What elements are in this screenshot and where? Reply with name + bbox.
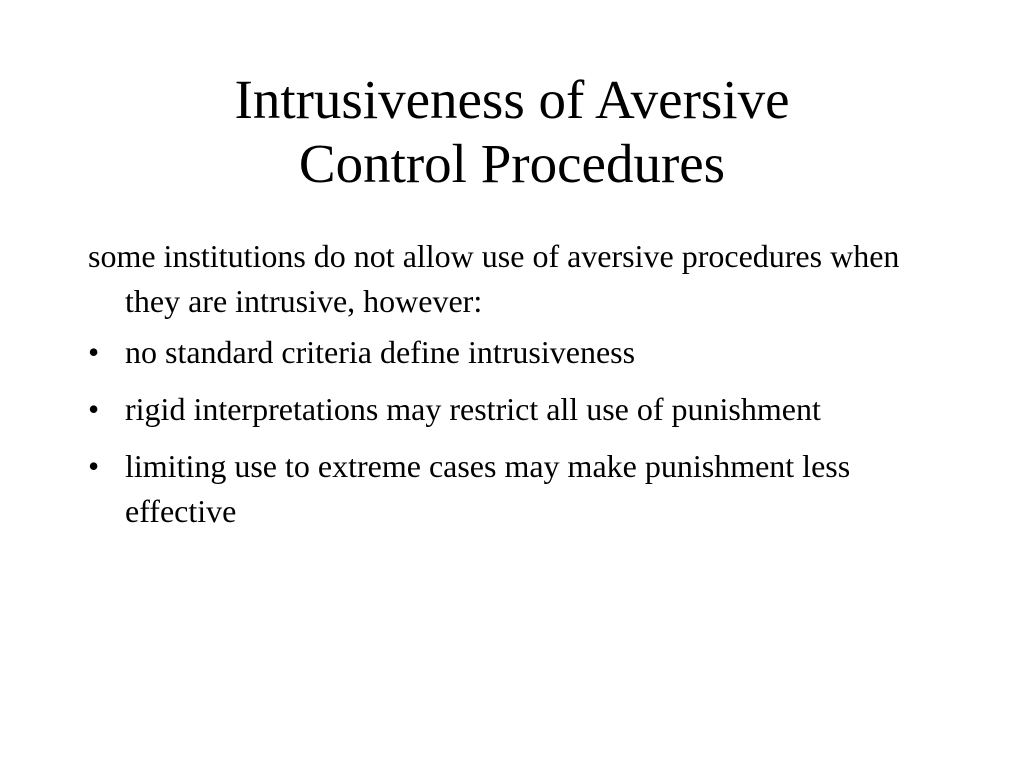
bullet-list — [88, 330, 948, 534]
bullet-text: limiting use to extreme cases may make punishment less effective — [125, 448, 851, 529]
bullet-item — [88, 444, 948, 534]
bullet-dot-icon: • — [88, 334, 100, 370]
bullet-item — [88, 387, 948, 432]
intro-paragraph: some institutions do not allow use of aversive procedures when they are intrusive, however: — [88, 238, 900, 319]
bullet-dot-icon: • — [88, 391, 100, 427]
bullet-text: rigid interpretations may restrict all use of punishment — [125, 391, 821, 427]
bullet-dot-icon: • — [88, 448, 100, 484]
slide-title-line: Intrusiveness of Aversive — [234, 69, 790, 130]
slide-title — [112, 68, 912, 196]
bullet-item — [88, 330, 948, 375]
bullet-text: no standard criteria define intrusiveness — [125, 334, 636, 370]
slide-title-line: Control Procedures — [298, 133, 726, 194]
slide-body — [88, 234, 948, 546]
